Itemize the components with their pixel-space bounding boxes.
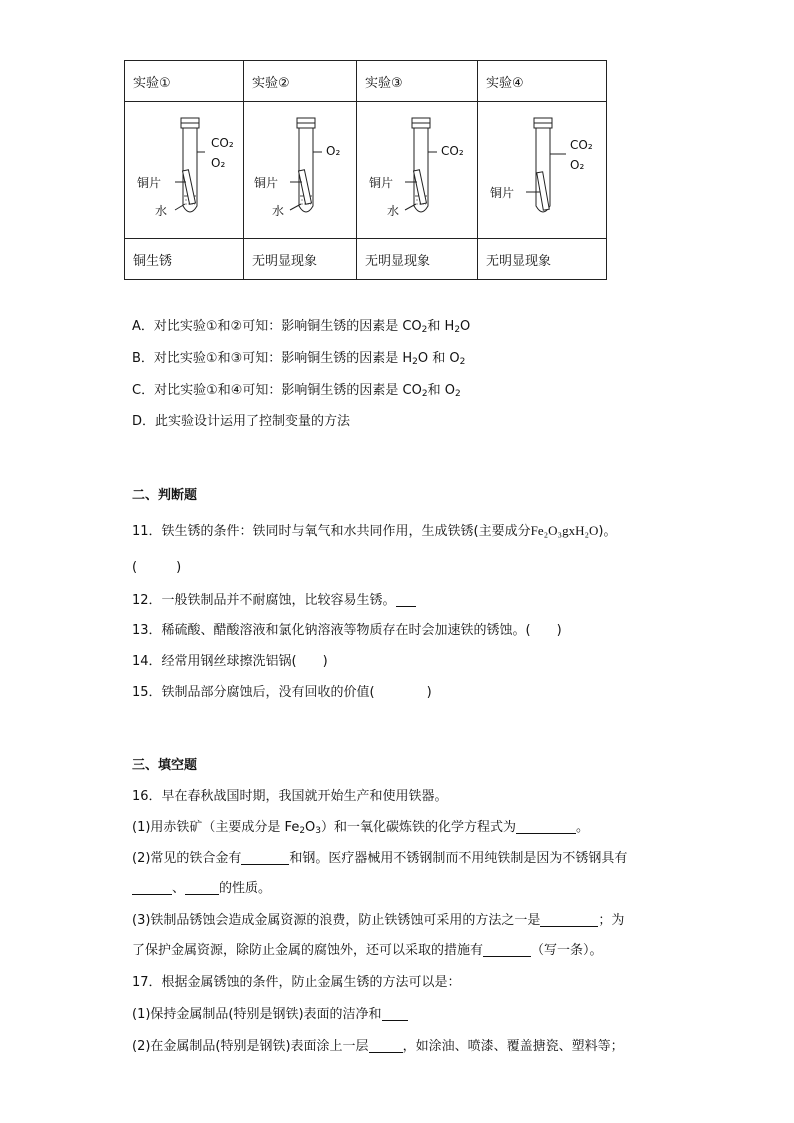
question-16-3: (3)铁制品锈蚀会造成金属资源的浪费，防止铁锈蚀可采用的方法之一是 ；为 <box>132 913 625 928</box>
copper-label: 铜片 <box>369 176 394 190</box>
experiment-table <box>124 60 607 280</box>
experiment-4-diagram <box>478 102 607 239</box>
section-heading: 三、填空题 <box>132 758 198 773</box>
experiment-1-diagram <box>125 102 244 239</box>
option-d: D．此实验设计运用了控制变量的方法 <box>132 414 351 429</box>
o2-label: O₂ <box>570 158 585 172</box>
question-13: 13．稀硫酸、醋酸溶液和氯化钠溶液等物质存在时会加速铁的锈蚀。( ) <box>132 623 562 638</box>
co2-label: CO₂ <box>570 138 593 152</box>
question-12: 12．一般铁制品并不耐腐蚀，比较容易生锈。 <box>132 592 416 610</box>
answer-blank[interactable] <box>396 592 416 607</box>
o2-label: O₂ <box>326 144 341 158</box>
test-tube-diagram-1 <box>125 102 235 238</box>
co2-label: CO₂ <box>441 144 464 158</box>
question-11-answer: ( ) <box>132 560 182 575</box>
table-header-cell: 实验④ <box>478 61 607 102</box>
question-16: 16．早在春秋战国时期，我国就开始生产和使用铁器。 <box>132 789 448 804</box>
option-a: A．对比实验①和②可知：影响铜生锈的因素是 $CO_2$和 $H_2O$ <box>132 319 471 335</box>
experiment-2-diagram <box>244 102 357 239</box>
answer-blank[interactable] <box>185 880 219 895</box>
water-label: 水 <box>155 204 168 218</box>
answer-blank[interactable] <box>369 1038 403 1053</box>
co2-label: CO₂ <box>211 136 234 150</box>
test-tube-diagram-2 <box>244 102 348 238</box>
table-result-cell: 无明显现象 <box>478 239 607 280</box>
question-17-1: (1)保持金属制品(特别是钢铁)表面的洁净和 <box>132 1006 408 1024</box>
water-label: 水 <box>387 204 400 218</box>
option-b: B．对比实验①和③可知：影响铜生锈的因素是 $H_2O$ 和 $O_2$ <box>132 351 466 367</box>
question-11: 11．铁生锈的条件：铁同时与氧气和水共同作用，生成铁锈(主要成分Fe₂O₃gxH₂O)。 <box>132 523 617 539</box>
question-15: 15．铁制品部分腐蚀后，没有回收的价值( ) <box>132 685 432 700</box>
answer-blank[interactable] <box>132 880 172 895</box>
question-17-2: (2)在金属制品(特别是钢铁)表面涂上一层 ，如涂油、喷漆、覆盖搪瓷、塑料等； <box>132 1039 624 1054</box>
experiment-3-diagram <box>357 102 478 239</box>
table-result-cell: 无明显现象 <box>357 239 478 280</box>
question-16-1: (1)用赤铁矿（主要成分是 $Fe_2O_3$）和一氧化碳炼铁的化学方程式为 。 <box>132 820 590 836</box>
water-label: 水 <box>272 204 285 218</box>
question-16-2-cont: 、 的性质。 <box>132 880 271 898</box>
question-16-2: (2)常见的铁合金有 和钢。医疗器械用不锈钢制而不用纯铁制是因为不锈钢具有 <box>132 851 628 866</box>
copper-label: 铜片 <box>490 186 515 200</box>
answer-blank[interactable] <box>483 942 531 957</box>
question-16-3-cont: 了保护金属资源，除防止金属的腐蚀外，还可以采取的措施有 （写一条）。 <box>132 943 603 958</box>
table-header-cell: 实验③ <box>357 61 478 102</box>
o2-label: O₂ <box>211 156 226 170</box>
table-header-cell: 实验② <box>244 61 357 102</box>
table-result-cell: 铜生锈 <box>125 239 244 280</box>
section-heading: 二、判断题 <box>132 488 198 503</box>
option-c: C．对比实验①和④可知：影响铜生锈的因素是 $CO_2$和 $O_2$ <box>132 383 461 399</box>
answer-blank[interactable] <box>540 912 598 927</box>
answer-blank[interactable] <box>516 819 576 834</box>
test-tube-diagram-3 <box>357 102 469 238</box>
copper-label: 铜片 <box>137 176 162 190</box>
answer-blank[interactable] <box>241 850 289 865</box>
table-result-cell: 无明显现象 <box>244 239 357 280</box>
answer-blank[interactable] <box>382 1006 408 1021</box>
copper-label: 铜片 <box>254 176 279 190</box>
table-header-cell: 实验① <box>125 61 244 102</box>
question-14: 14．经常用钢丝球擦洗铝锅( ) <box>132 654 328 669</box>
question-17: 17．根据金属锈蚀的条件，防止金属生锈的方法可以是： <box>132 975 461 990</box>
